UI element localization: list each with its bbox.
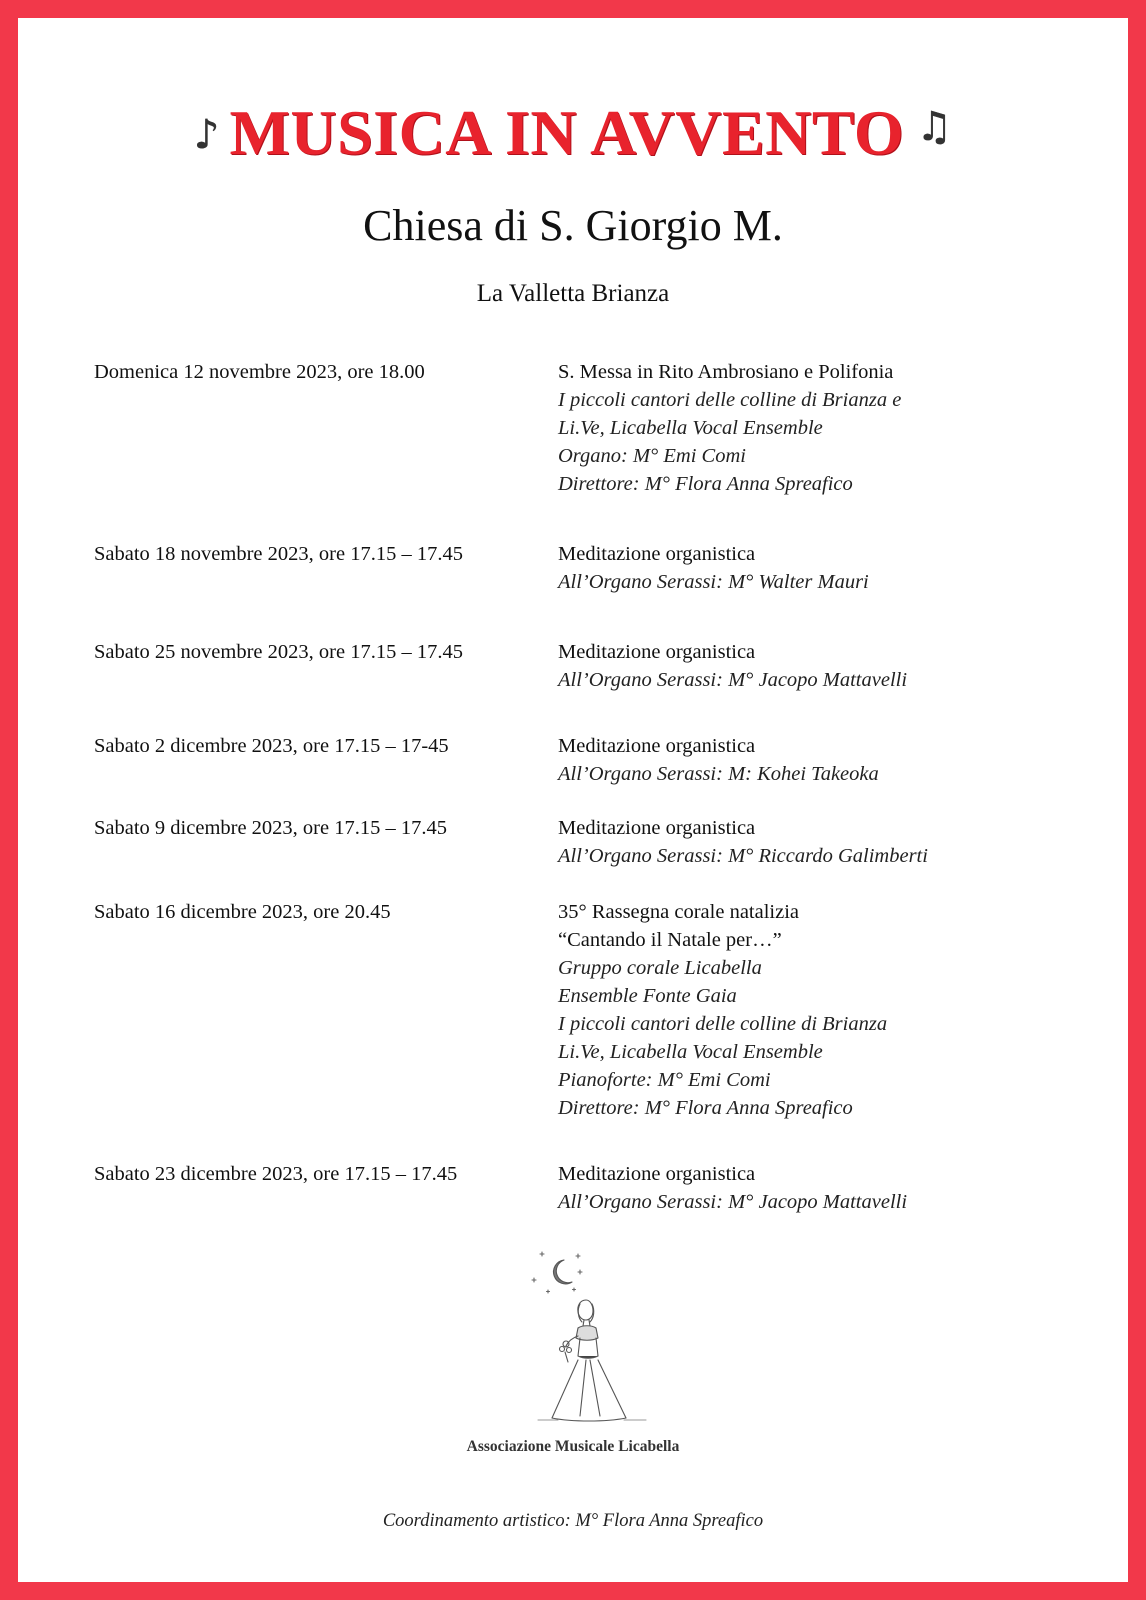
place-name: La Valletta Brianza: [476, 280, 670, 307]
event-row: [94, 898, 1094, 1122]
event-row: [94, 814, 1094, 870]
event-line: I piccoli cantori delle colline di Brianza: [558, 1013, 888, 1035]
event-line: Organo: M° Emi Comi: [558, 445, 746, 467]
church-name: Chiesa di S. Giorgio M.: [363, 201, 783, 250]
event-subtitle: “Cantando il Natale per…”: [558, 929, 782, 951]
event-details: [558, 814, 1094, 870]
lady-figure-icon: [552, 1300, 626, 1421]
event-line: Direttore: M° Flora Anna Spreafico: [558, 473, 853, 495]
event-date: Sabato 25 novembre 2023, ore 17.15 – 17.45: [94, 641, 463, 663]
event-row: [94, 358, 1094, 498]
event-title: S. Messa in Rito Ambrosiano e Polifonia: [558, 361, 894, 383]
event-date: Sabato 16 dicembre 2023, ore 20.45: [94, 901, 391, 923]
event-details: [558, 638, 1094, 694]
stars-icon: [532, 1252, 582, 1293]
event-details: [558, 358, 1094, 498]
event-schedule: [94, 358, 1094, 1216]
event-date: Sabato 2 dicembre 2023, ore 17.15 – 17-45: [94, 735, 449, 757]
event-date: Domenica 12 novembre 2023, ore 18.00: [94, 361, 425, 383]
event-title: Meditazione organistica: [558, 735, 756, 757]
event-line: All’Organo Serassi: M: Kohei Takeoka: [558, 763, 879, 785]
event-details: [558, 732, 1094, 788]
association-name: Associazione Musicale Licabella: [466, 1438, 680, 1455]
event-title: Meditazione organistica: [558, 817, 756, 839]
music-note-icon: ♪: [193, 112, 220, 158]
event-line: All’Organo Serassi: M° Riccardo Galimberti: [558, 845, 928, 867]
event-details: [558, 540, 1094, 596]
event-title: Meditazione organistica: [558, 641, 756, 663]
event-line: Direttore: M° Flora Anna Spreafico: [558, 1097, 853, 1119]
event-row: [94, 540, 1094, 596]
event-date: Sabato 18 novembre 2023, ore 17.15 – 17.45: [94, 543, 463, 565]
event-line: Li.Ve, Licabella Vocal Ensemble: [558, 417, 823, 439]
artistic-coordination: Coordinamento artistico: M° Flora Anna Spreafico: [382, 1511, 764, 1531]
event-details: [558, 898, 1094, 1122]
event-row: [94, 732, 1094, 788]
event-row: [94, 638, 1094, 694]
event-line: All’Organo Serassi: M° Walter Mauri: [558, 571, 869, 593]
licabella-logo: [528, 1248, 658, 1426]
event-line: Li.Ve, Licabella Vocal Ensemble: [558, 1041, 823, 1063]
event-line: Pianoforte: M° Emi Comi: [558, 1069, 771, 1091]
event-line: All’Organo Serassi: M° Jacopo Mattavelli: [558, 669, 908, 691]
event-date: Sabato 9 dicembre 2023, ore 17.15 – 17.45: [94, 817, 447, 839]
event-line: I piccoli cantori delle colline di Brianza e: [558, 389, 902, 411]
event-details: [558, 1160, 1094, 1216]
event-date: Sabato 23 dicembre 2023, ore 17.15 – 17.45: [94, 1163, 458, 1185]
event-line: All’Organo Serassi: M° Jacopo Mattavelli: [558, 1191, 908, 1213]
event-title: Meditazione organistica: [558, 543, 756, 565]
event-line: Ensemble Fonte Gaia: [558, 985, 737, 1007]
beamed-notes-icon: ♫: [916, 104, 953, 150]
event-row: [94, 1160, 1094, 1216]
title-row: [18, 96, 1128, 170]
moon-icon: [554, 1260, 572, 1284]
poster-title: MUSICA IN AVVENTO: [229, 97, 905, 168]
event-line: Gruppo corale Licabella: [558, 957, 762, 979]
event-title: 35° Rassegna corale natalizia: [558, 901, 799, 923]
event-title: Meditazione organistica: [558, 1163, 756, 1185]
